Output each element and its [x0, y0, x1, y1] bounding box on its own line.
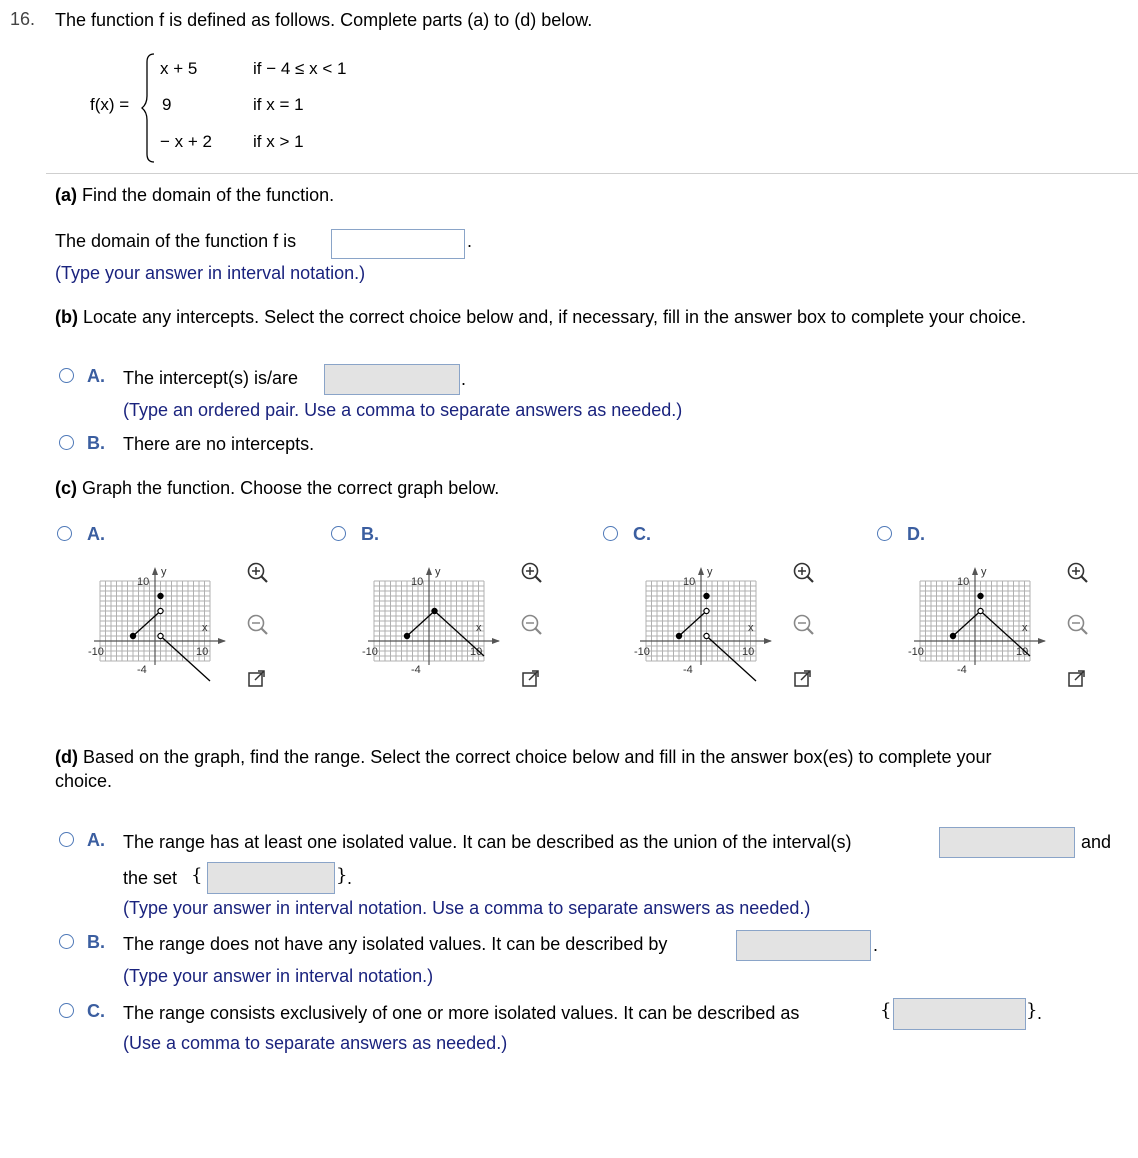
zoom-in-icon[interactable]: [246, 561, 270, 585]
x-axis-label: x: [202, 622, 208, 634]
zoom-in-icon[interactable]: [792, 561, 816, 585]
piece-3-cond: if x > 1: [253, 132, 304, 151]
part-b-radio-b[interactable]: [59, 435, 74, 450]
x-axis-arrow: [764, 638, 772, 644]
graph-segment: [953, 611, 981, 636]
part-d-choice-a-set-suffix: .: [347, 868, 353, 888]
part-b-radio-a[interactable]: [59, 368, 74, 383]
x-axis-label: x: [476, 622, 482, 634]
open-point: [704, 633, 709, 638]
closed-point: [130, 633, 135, 638]
divider: [46, 173, 1138, 174]
y-axis-label: y: [435, 566, 441, 578]
y-axis-arrow: [152, 567, 158, 575]
x-min-label: -10: [908, 646, 924, 658]
closed-point: [404, 633, 409, 638]
y-min-label: -4: [957, 664, 967, 676]
graph-d[interactable]: [905, 556, 1055, 706]
closed-point: [950, 633, 955, 638]
piece-2-expr: 9: [162, 95, 172, 114]
y-tick-label: 10: [683, 576, 696, 588]
graph-segment: [679, 611, 707, 636]
part-d-choice-c-text: The range consists exclusively of one or more isolated values. It can be described as: [123, 1003, 800, 1023]
right-brace-1: }: [336, 865, 348, 886]
graph-letter-b: B.: [361, 524, 379, 544]
part-b-choice-b-text: There are no intercepts.: [123, 434, 315, 454]
closed-point: [978, 593, 983, 598]
part-b-letter-a: A.: [87, 366, 105, 386]
part-a-hint: (Type your answer in interval notation.): [55, 263, 366, 283]
y-axis-arrow: [426, 567, 432, 575]
domain-answer-input[interactable]: [331, 229, 465, 259]
part-b-letter-b: B.: [87, 433, 105, 453]
open-point: [704, 608, 709, 613]
y-axis-arrow: [972, 567, 978, 575]
part-d-heading-line2: choice.: [55, 771, 113, 791]
part-b-heading: (b) Locate any intercepts. Select the correct choice below and, if necessary, fill in the answer box to complete your choice.: [55, 307, 1027, 327]
y-min-label: -4: [683, 664, 693, 676]
graph-segment: [133, 611, 161, 636]
part-d-choice-b-hint: (Type your answer in interval notation.): [123, 966, 434, 986]
closed-point: [676, 633, 681, 638]
part-d-radio-b[interactable]: [59, 934, 74, 949]
graph-c[interactable]: [631, 556, 781, 706]
graph-radio-d[interactable]: [877, 526, 892, 541]
question-prompt: The function f is defined as follows. Complete parts (a) to (d) below.: [55, 10, 593, 30]
x-axis-arrow: [492, 638, 500, 644]
part-d-choice-a-hint: (Type your answer in interval notation. Use a comma to separate answers as needed.): [123, 898, 811, 918]
closed-point: [432, 608, 437, 613]
y-axis-label: y: [161, 566, 167, 578]
zoom-in-icon[interactable]: [520, 561, 544, 585]
popout-icon[interactable]: [521, 669, 541, 689]
y-min-label: -4: [411, 664, 421, 676]
range-interval-input[interactable]: [736, 930, 871, 961]
piece-3-expr: − x + 2: [160, 132, 212, 151]
piece-1-cond: if − 4 ≤ x < 1: [253, 59, 347, 78]
piece-2-cond: if x = 1: [253, 95, 304, 114]
x-axis-arrow: [1038, 638, 1046, 644]
part-b-choice-a-suffix: .: [461, 369, 467, 389]
graph-b[interactable]: [359, 556, 509, 706]
y-min-label: -4: [137, 664, 147, 676]
piece-1-expr: x + 5: [160, 59, 198, 78]
popout-icon[interactable]: [247, 669, 267, 689]
graph-radio-b[interactable]: [331, 526, 346, 541]
part-a-heading: (a) Find the domain of the function.: [55, 185, 335, 205]
open-point: [978, 608, 983, 613]
graph-radio-c[interactable]: [603, 526, 618, 541]
open-point: [158, 633, 163, 638]
graph-letter-c: C.: [633, 524, 651, 544]
graph-radio-a[interactable]: [57, 526, 72, 541]
graph-letter-d: D.: [907, 524, 925, 544]
part-d-letter-c: C.: [87, 1001, 105, 1021]
x-axis-arrow: [218, 638, 226, 644]
part-d-radio-c[interactable]: [59, 1003, 74, 1018]
x-min-label: -10: [634, 646, 650, 658]
x-min-label: -10: [88, 646, 104, 658]
popout-icon[interactable]: [1067, 669, 1087, 689]
closed-point: [158, 593, 163, 598]
intercepts-answer-input[interactable]: [324, 364, 460, 395]
part-d-choice-b-text: The range does not have any isolated values. It can be described by: [123, 934, 668, 954]
y-tick-label: 10: [411, 576, 424, 588]
part-d-radio-a[interactable]: [59, 832, 74, 847]
x-axis-label: x: [748, 622, 754, 634]
function-lhs: f(x) =: [90, 95, 130, 114]
part-b-choice-a-text: The intercept(s) is/are: [123, 368, 299, 388]
zoom-out-icon[interactable]: [1066, 613, 1090, 637]
y-tick-label: 10: [957, 576, 970, 588]
y-tick-label: 10: [137, 576, 150, 588]
y-axis-arrow: [698, 567, 704, 575]
part-d-choice-c-hint: (Use a comma to separate answers as needed.): [123, 1033, 508, 1053]
part-d-choice-b-suffix: .: [873, 935, 879, 955]
range-intervals-input[interactable]: [939, 827, 1075, 858]
y-axis-label: y: [981, 566, 987, 578]
part-d-choice-a-and: and: [1081, 832, 1112, 852]
x-min-label: -10: [362, 646, 378, 658]
part-a-prefix: The domain of the function f is: [55, 231, 297, 251]
x-axis-label: x: [1022, 622, 1028, 634]
graph-letter-a: A.: [87, 524, 105, 544]
part-d-heading-line1: (d) Based on the graph, find the range. Select the correct choice below and fill in the answer box(es) to complete your: [55, 747, 992, 767]
part-d-letter-b: B.: [87, 932, 105, 952]
graph-a[interactable]: [85, 556, 235, 706]
piecewise-brace: [140, 52, 160, 164]
zoom-out-icon[interactable]: [520, 613, 544, 637]
question-number: 16.: [10, 9, 36, 29]
x-max-label: 10: [1016, 646, 1029, 658]
zoom-out-icon[interactable]: [246, 613, 270, 637]
part-d-letter-a: A.: [87, 830, 105, 850]
graph-segment: [161, 636, 211, 681]
zoom-out-icon[interactable]: [792, 613, 816, 637]
range-isolated-input[interactable]: [893, 998, 1026, 1030]
part-a-suffix: .: [467, 231, 473, 251]
zoom-in-icon[interactable]: [1066, 561, 1090, 585]
popout-icon[interactable]: [793, 669, 813, 689]
left-brace-2: {: [880, 1000, 892, 1021]
closed-point: [704, 593, 709, 598]
range-set-input[interactable]: [207, 862, 335, 894]
left-brace-1: {: [191, 865, 203, 886]
part-d-choice-a-text: The range has at least one isolated value. It can be described as the union of the interval(s): [123, 832, 852, 852]
part-d-choice-c-suffix: .: [1037, 1003, 1043, 1023]
x-max-label: 10: [196, 646, 209, 658]
graph-segment: [707, 636, 757, 681]
x-max-label: 10: [742, 646, 755, 658]
x-max-label: 10: [470, 646, 483, 658]
y-axis-label: y: [707, 566, 713, 578]
part-b-choice-a-hint: (Type an ordered pair. Use a comma to separate answers as needed.): [123, 400, 683, 420]
right-brace-2: }: [1026, 1000, 1038, 1021]
graph-segment: [407, 611, 435, 636]
open-point: [158, 608, 163, 613]
part-c-heading: (c) Graph the function. Choose the correct graph below.: [55, 478, 500, 498]
part-d-choice-a-set-prefix: the set: [123, 868, 178, 888]
